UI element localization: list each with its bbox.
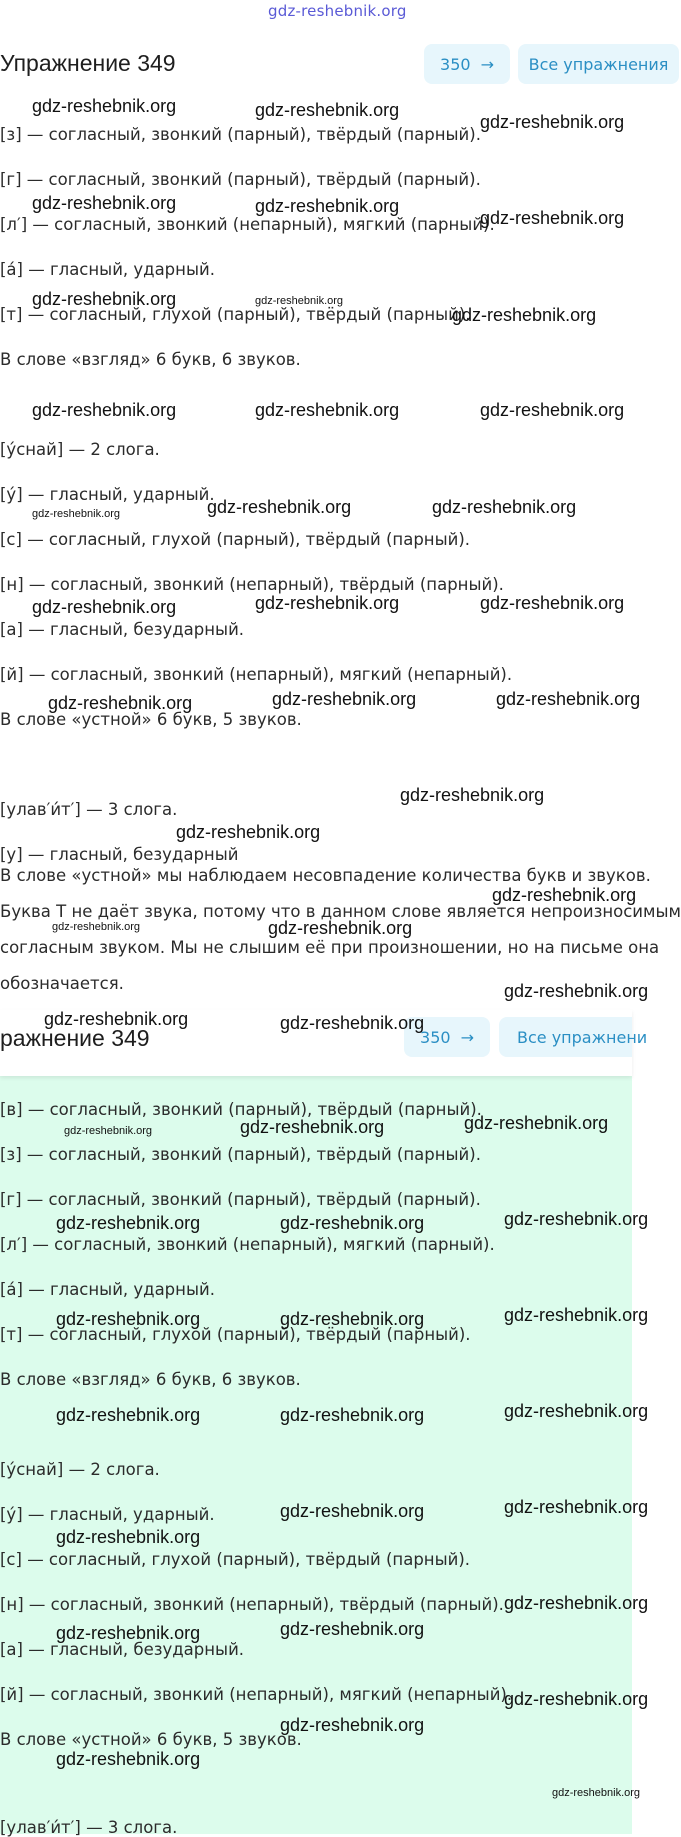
answer-line: [а] — гласный, безударный.	[0, 620, 245, 639]
answer-line: [а́] — гласный, ударный.	[0, 1280, 215, 1299]
watermark: gdz-reshebnik.org	[56, 1527, 201, 1547]
watermark: gdz-reshebnik.org	[32, 508, 121, 520]
answer-line: [у́] — гласный, ударный.	[0, 1505, 215, 1524]
watermark: gdz-reshebnik.org	[255, 196, 400, 216]
watermark: gdz-reshebnik.org	[280, 1213, 425, 1233]
answer-line: [з] — согласный, звонкий (парный), твёрдый (парный).	[0, 125, 481, 144]
all-exercises-button[interactable]	[518, 44, 679, 84]
watermark: gdz-reshebnik.org	[400, 785, 545, 805]
watermark: gdz-reshebnik.org	[552, 1787, 641, 1799]
answer-line: согласным звуком. Мы не слышим её при произношении, но на письме она	[0, 938, 660, 957]
watermark: gdz-reshebnik.org	[280, 1405, 425, 1425]
answer-line: [л′] — согласный, звонкий (непарный), мягкий (парный).	[0, 215, 495, 234]
watermark: gdz-reshebnik.org	[255, 400, 400, 420]
answer-line: обозначается.	[0, 974, 124, 993]
watermark: gdz-reshebnik.org	[280, 1309, 425, 1329]
watermark: gdz-reshebnik.org	[464, 1113, 609, 1133]
watermark: gdz-reshebnik.org	[56, 1749, 201, 1769]
answer-line: [т] — согласный, глухой (парный), твёрдый (парный).	[0, 305, 471, 324]
answer-line: В слове «взгляд» 6 букв, 6 звуков.	[0, 350, 301, 369]
answer-line: [й] — согласный, звонкий (непарный), мягкий (непарный).	[0, 1685, 513, 1704]
watermark: gdz-reshebnik.org	[255, 593, 400, 613]
watermark: gdz-reshebnik.org	[52, 921, 141, 933]
watermark: gdz-reshebnik.org	[432, 497, 577, 517]
answer-line: В слове «устной» 6 букв, 5 звуков.	[0, 1730, 302, 1749]
answer-line: [у́снай] — 2 слога.	[0, 440, 160, 459]
page-title: Упражнение 349	[0, 50, 176, 76]
watermark: gdz-reshebnik.org	[32, 96, 177, 116]
watermark: gdz-reshebnik.org	[255, 295, 344, 307]
all-exercises-label: Все упражнени	[517, 1027, 648, 1047]
answer-line: [с] — согласный, глухой (парный), твёрдый (парный).	[0, 530, 471, 549]
site-watermark-top: gdz-reshebnik.org	[268, 2, 407, 20]
watermark: gdz-reshebnik.org	[255, 100, 400, 120]
watermark: gdz-reshebnik.org	[56, 1623, 201, 1643]
all-exercises-button-duplicate[interactable]	[499, 1017, 648, 1057]
page-title-duplicate: ражнение 349	[0, 1025, 150, 1051]
answer-line: [в] — согласный, звонкий (парный), твёрдый (парный).	[0, 1100, 482, 1119]
watermark: gdz-reshebnik.org	[32, 597, 177, 617]
answer-line: [у́снай] — 2 слога.	[0, 1460, 160, 1479]
answer-line: [с] — согласный, глухой (парный), твёрдый (парный).	[0, 1550, 471, 1569]
answer-line: В слове «устной» мы наблюдаем несовпадение количества букв и звуков.	[0, 866, 651, 885]
answer-line: Буква Т не даёт звука, потому что в данном слове является непроизносимым	[0, 902, 681, 921]
watermark: gdz-reshebnik.org	[504, 1497, 649, 1517]
watermark: gdz-reshebnik.org	[280, 1715, 425, 1735]
watermark: gdz-reshebnik.org	[32, 289, 177, 309]
watermark: gdz-reshebnik.org	[32, 193, 177, 213]
watermark: gdz-reshebnik.org	[280, 1501, 425, 1521]
watermark: gdz-reshebnik.org	[280, 1619, 425, 1639]
watermark: gdz-reshebnik.org	[268, 918, 413, 938]
answer-line: [н] — согласный, звонкий (непарный), твёрдый (парный).	[0, 575, 504, 594]
watermark: gdz-reshebnik.org	[480, 112, 625, 132]
watermark: gdz-reshebnik.org	[504, 1689, 649, 1709]
watermark: gdz-reshebnik.org	[504, 981, 649, 1001]
answer-line: [з] — согласный, звонкий (парный), твёрдый (парный).	[0, 1145, 481, 1164]
answer-line: В слове «взгляд» 6 букв, 6 звуков.	[0, 1370, 301, 1389]
answer-line: [г] — согласный, звонкий (парный), твёрдый (парный).	[0, 1190, 481, 1209]
watermark: gdz-reshebnik.org	[272, 689, 417, 709]
watermark: gdz-reshebnik.org	[504, 1305, 649, 1325]
watermark: gdz-reshebnik.org	[56, 1213, 201, 1233]
watermark: gdz-reshebnik.org	[480, 208, 625, 228]
answer-line: [г] — согласный, звонкий (парный), твёрдый (парный).	[0, 170, 481, 189]
answer-line: [т] — согласный, глухой (парный), твёрдый (парный).	[0, 1325, 471, 1344]
watermark: gdz-reshebnik.org	[504, 1593, 649, 1613]
next-exercise-button[interactable]	[424, 44, 510, 84]
watermark: gdz-reshebnik.org	[452, 305, 597, 325]
arrow-right-icon: →	[480, 54, 494, 74]
all-exercises-label: Все упражнения	[528, 54, 669, 74]
watermark: gdz-reshebnik.org	[48, 693, 193, 713]
next-exercise-label: 350	[420, 1027, 451, 1047]
watermark: gdz-reshebnik.org	[64, 1125, 153, 1137]
watermark: gdz-reshebnik.org	[492, 885, 637, 905]
answer-line: [й] — согласный, звонкий (непарный), мягкий (непарный).	[0, 665, 513, 684]
answer-line: [улав′и́т′] — 3 слога.	[0, 1818, 178, 1837]
watermark: gdz-reshebnik.org	[32, 400, 177, 420]
watermark: gdz-reshebnik.org	[176, 822, 321, 842]
watermark: gdz-reshebnik.org	[504, 1401, 649, 1421]
watermark: gdz-reshebnik.org	[44, 1009, 189, 1029]
watermark: gdz-reshebnik.org	[496, 689, 641, 709]
arrow-right-icon: →	[460, 1027, 474, 1047]
watermark: gdz-reshebnik.org	[56, 1405, 201, 1425]
watermark: gdz-reshebnik.org	[480, 593, 625, 613]
answer-line: [у] — гласный, безударный	[0, 845, 239, 864]
watermark: gdz-reshebnik.org	[504, 1209, 649, 1229]
watermark: gdz-reshebnik.org	[56, 1309, 201, 1329]
answer-line: [у́] — гласный, ударный.	[0, 485, 215, 504]
answer-line: [л′] — согласный, звонкий (непарный), мягкий (парный).	[0, 1235, 495, 1254]
watermark: gdz-reshebnik.org	[240, 1117, 385, 1137]
answer-line: [н] — согласный, звонкий (непарный), твёрдый (парный).	[0, 1595, 504, 1614]
watermark: gdz-reshebnik.org	[480, 400, 625, 420]
watermark: gdz-reshebnik.org	[280, 1013, 425, 1033]
answer-line: [а] — гласный, безударный.	[0, 1640, 245, 1659]
answer-line: [улав′и́т′] — 3 слога.	[0, 800, 178, 819]
next-exercise-label: 350	[440, 54, 471, 74]
answer-line: В слове «устной» 6 букв, 5 звуков.	[0, 710, 302, 729]
answer-line: [а́] — гласный, ударный.	[0, 260, 215, 279]
watermark: gdz-reshebnik.org	[207, 497, 352, 517]
